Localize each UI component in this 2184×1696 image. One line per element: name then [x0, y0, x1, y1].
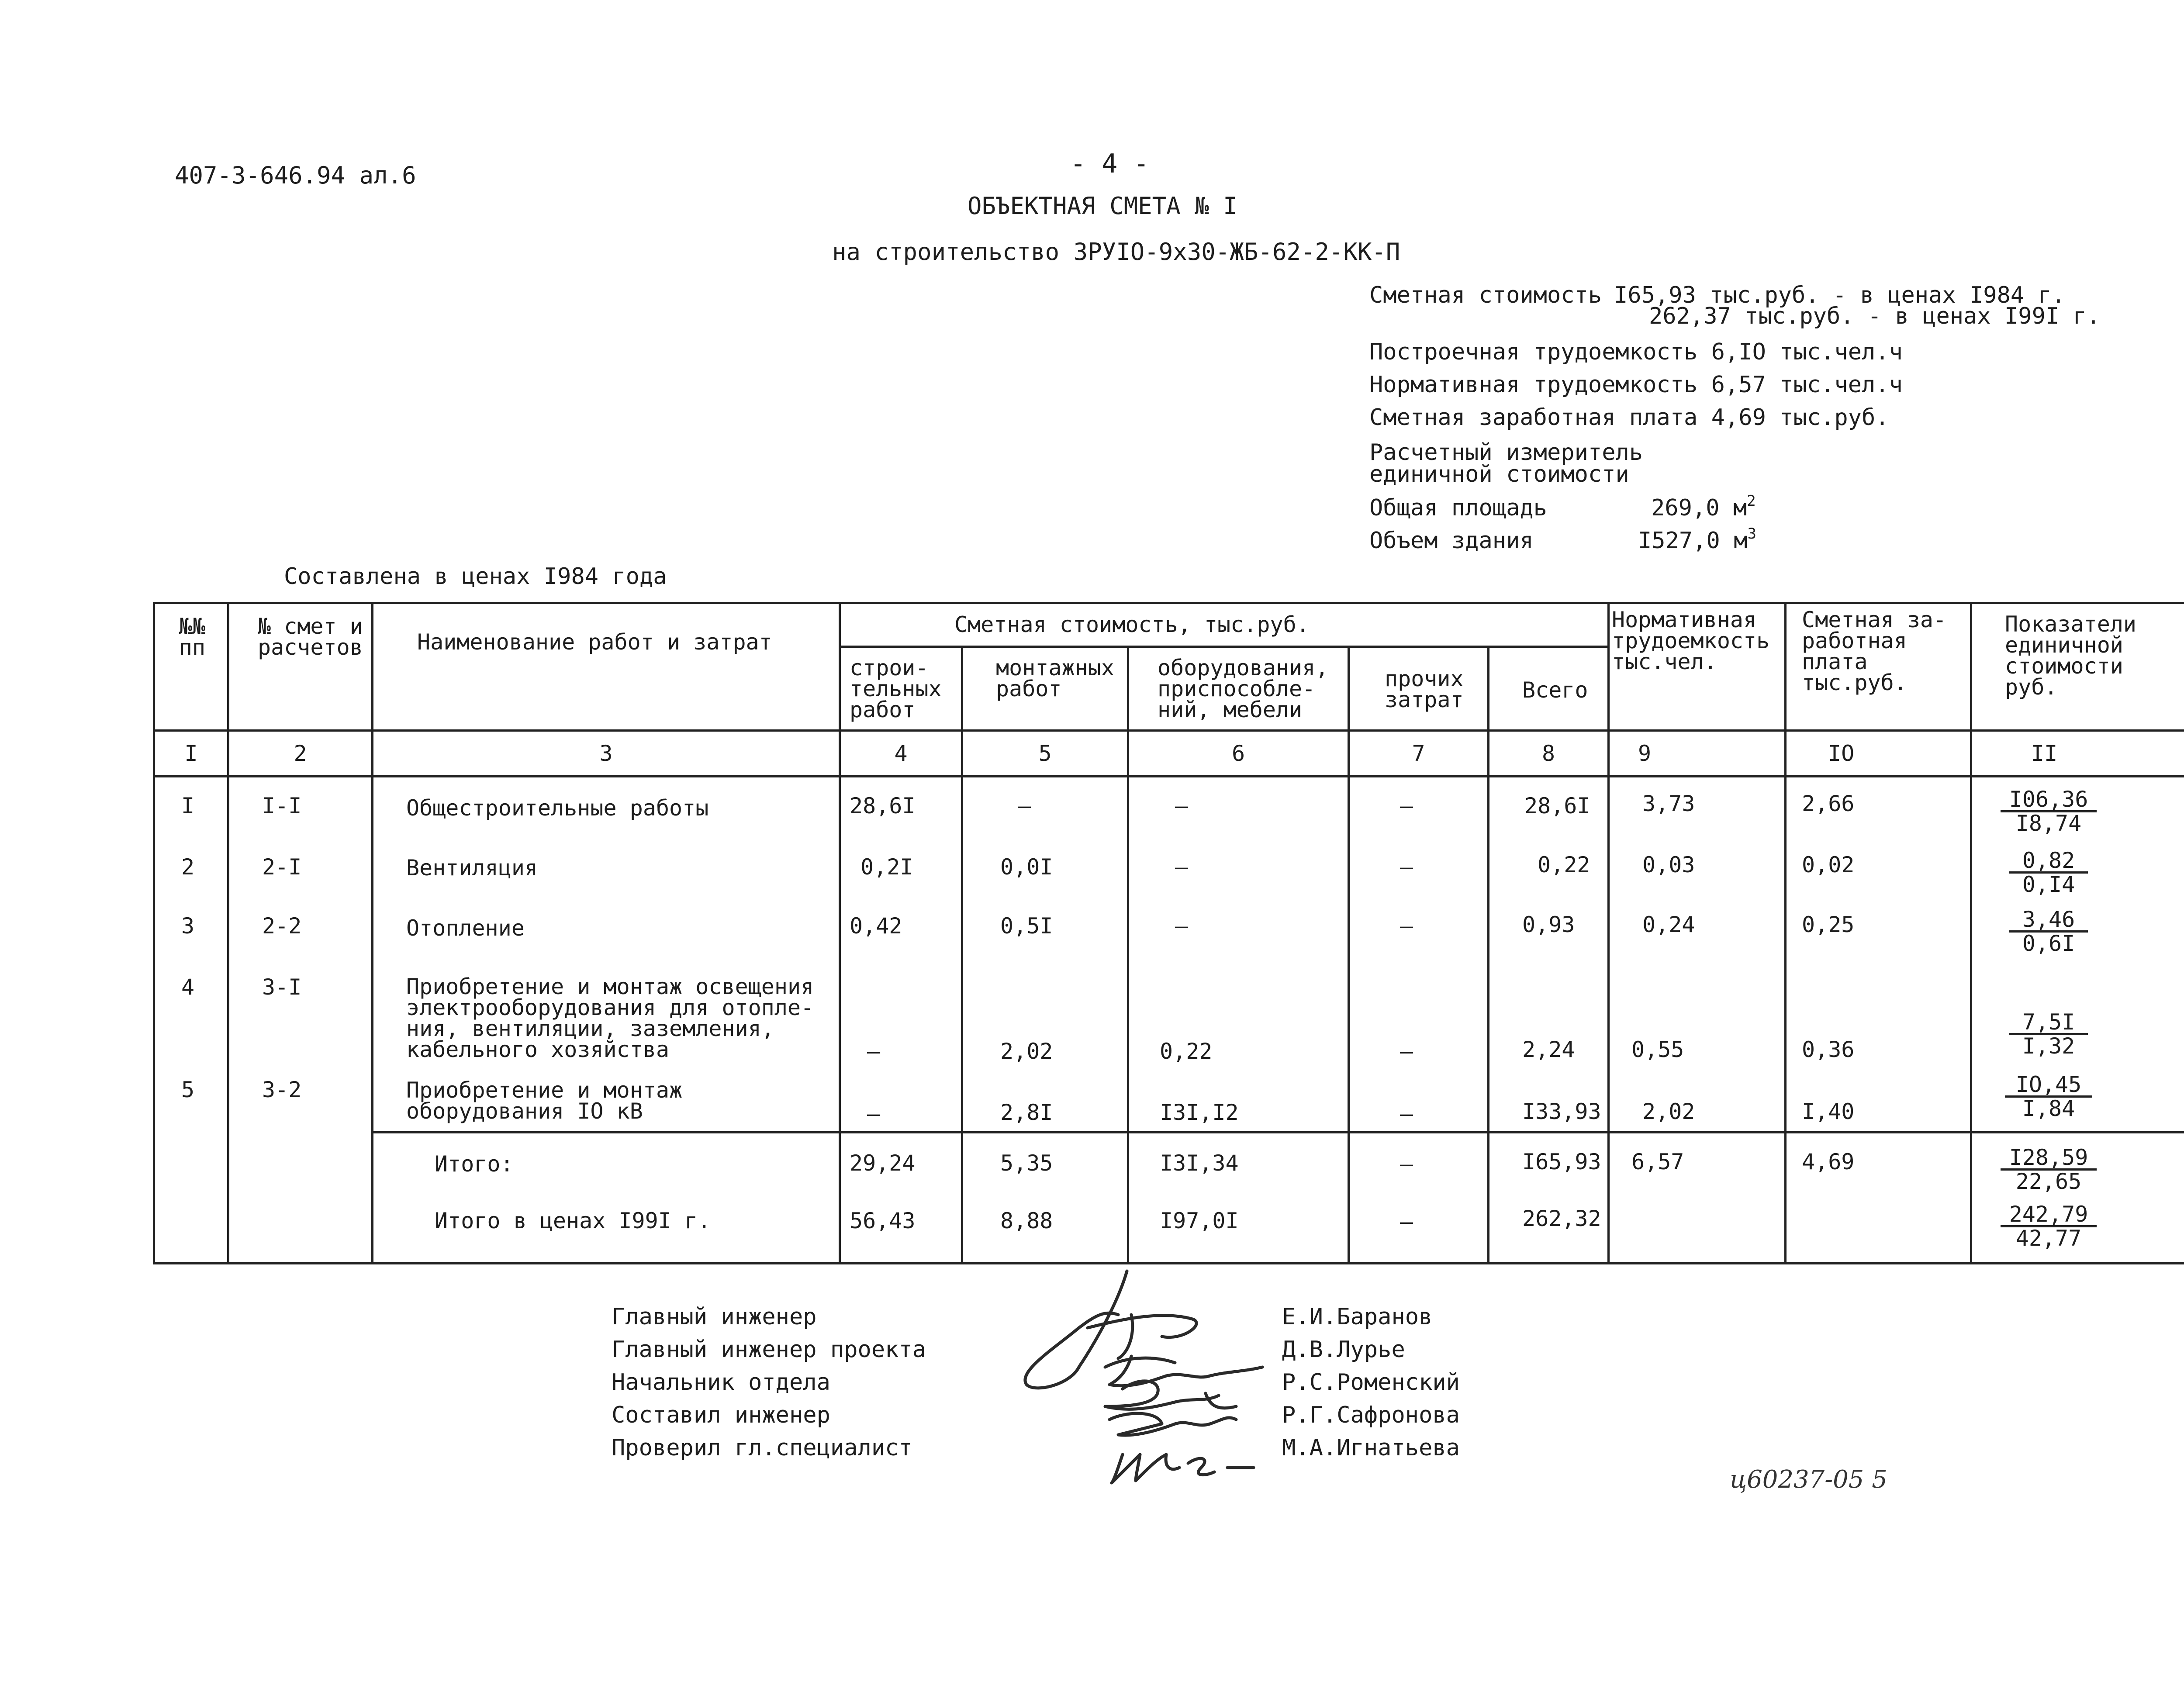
- header-num: №№ пп: [179, 614, 206, 660]
- colnum-7: 7: [1412, 741, 1425, 766]
- row5-estimate: 3-2: [262, 1077, 302, 1102]
- row2-wage: 0,02: [1802, 852, 1855, 877]
- header-total: Всего: [1522, 677, 1588, 703]
- header-equipment: оборудования, приспособле- ний, мебели: [1158, 655, 1329, 722]
- colnum-11: II: [2031, 741, 2058, 766]
- header-installation: монтажных работ: [996, 655, 1114, 701]
- summary-volume-value: I527,0 $м^3$: [1638, 525, 1756, 554]
- row1-total: 28,6I: [1524, 793, 1590, 819]
- row1-wage: 2,66: [1802, 791, 1855, 816]
- total-construction: 29,24: [850, 1150, 916, 1176]
- archive-mark: ц60237-05 5: [1730, 1465, 1887, 1494]
- row2-equipment: –: [1175, 854, 1189, 880]
- col-line-10: [1970, 602, 1972, 1264]
- total-other: –: [1400, 1151, 1413, 1177]
- row1-num: I: [181, 793, 195, 819]
- row4-num: 4: [181, 974, 195, 1000]
- document-subtitle: на строительство ЗРУIО-9х30-ЖБ-62-2-КК-П: [832, 238, 1400, 266]
- total-1991-label: Итого в ценах I99I г.: [435, 1208, 711, 1233]
- group-header-divider: [839, 646, 1607, 648]
- items-bottom-divider: [371, 1131, 2184, 1133]
- row1-equipment: –: [1175, 793, 1189, 819]
- column-numbers-divider: [153, 775, 2184, 777]
- header-group-cost: Сметная стоимость, тыс.руб.: [954, 612, 1310, 637]
- row1-labor: 3,73: [1642, 791, 1695, 816]
- header-name: Наименование работ и затрат: [417, 629, 772, 655]
- signatory-title-5: Проверил гл.специалист: [612, 1435, 912, 1461]
- colnum-5: 5: [1038, 741, 1052, 766]
- col-line-left: [153, 602, 155, 1264]
- row1-other: –: [1400, 793, 1413, 819]
- total-label: Итого:: [435, 1151, 514, 1177]
- row4-estimate: 3-I: [262, 974, 302, 1000]
- total-labor: 6,57: [1631, 1149, 1684, 1174]
- col-line-4: [961, 646, 963, 1264]
- row2-unit-cost: $\frac{0,82}{0,I4}$: [2009, 850, 2088, 895]
- row1-construction: 28,6I: [850, 793, 916, 819]
- signatory-title-1: Главный инженер: [612, 1304, 817, 1330]
- summary-cost-1991: 262,37 тыс.руб. - в ценах I99I г.: [1649, 303, 2101, 329]
- row5-total: I33,93: [1522, 1099, 1601, 1124]
- row3-other: –: [1400, 913, 1413, 939]
- total-1991-installation: 8,88: [1000, 1208, 1053, 1233]
- signatory-name-2: Д.В.Лурье: [1282, 1337, 1405, 1363]
- signatory-title-4: Составил инженер: [612, 1402, 830, 1428]
- row2-labor: 0,03: [1642, 852, 1695, 877]
- header-labor: Нормативная трудоемкость тыс.чел.: [1612, 607, 1770, 674]
- row2-num: 2: [181, 854, 195, 880]
- row2-name: Вентиляция: [406, 855, 538, 881]
- summary-meter-line1: Расчетный измеритель: [1369, 439, 1643, 466]
- row2-installation: 0,0I: [1000, 854, 1053, 880]
- total-1991-unit-cost: $\frac{242,79}{42,77}$: [2001, 1203, 2097, 1249]
- document-code: 407-3-646.94 ал.6: [175, 162, 416, 189]
- col-line-2: [371, 602, 373, 1264]
- row3-num: 3: [181, 913, 195, 939]
- row4-labor: 0,55: [1631, 1037, 1684, 1062]
- summary-cost-label: Сметная стоимость: [1369, 282, 1602, 308]
- row4-total: 2,24: [1522, 1037, 1575, 1062]
- row5-unit-cost: IО,45 I,84: [2005, 1074, 2092, 1119]
- row3-estimate: 2-2: [262, 913, 302, 939]
- row1-unit-cost: $\frac{I06,36}{I8,74}$: [2001, 788, 2097, 834]
- row5-num: 5: [181, 1077, 195, 1102]
- summary-cost-1984: I65,93 тыс.руб. - в ценах I984 г.: [1614, 282, 2066, 308]
- row3-name: Отопление: [406, 915, 525, 941]
- signatory-title-3: Начальник отдела: [612, 1369, 830, 1395]
- summary-labor-norm: Нормативная трудоемкость 6,57 тыс.чел.ч: [1369, 372, 1903, 398]
- col-line-3: [839, 602, 841, 1264]
- row5-construction: –: [867, 1101, 881, 1126]
- summary-wage: Сметная заработная плата 4,69 тыс.руб.: [1369, 404, 1889, 431]
- col-line-1: [227, 602, 229, 1264]
- row4-installation: 2,02: [1000, 1039, 1053, 1064]
- row1-estimate: I-I: [262, 793, 302, 819]
- row1-name: Общестроительные работы: [406, 795, 709, 821]
- col-line-5: [1127, 646, 1129, 1264]
- header-estimate: № смет и расчетов: [258, 614, 363, 660]
- col-line-7: [1487, 646, 1489, 1264]
- document-title: ОБЪЕКТНАЯ СМЕТА № I: [968, 192, 1237, 220]
- summary-meter-line2: единичной стоимости: [1369, 461, 1629, 487]
- summary-volume-label: Объем здания: [1369, 528, 1534, 554]
- colnum-8: 8: [1541, 741, 1555, 766]
- row5-wage: I,40: [1802, 1099, 1855, 1124]
- row4-construction: –: [867, 1039, 881, 1064]
- total-1991-other: –: [1400, 1209, 1413, 1234]
- header-unit: Показатели единичной стоимости руб.: [2005, 611, 2137, 700]
- header-other: прочих затрат: [1385, 666, 1464, 712]
- row3-total: 0,93: [1522, 912, 1575, 937]
- colnum-1: I: [184, 741, 198, 766]
- total-unit-cost: $\frac{I28,59}{22,65}$: [2001, 1147, 2097, 1192]
- summary-area-value: 269,0 $м^2$: [1651, 492, 1756, 521]
- signatory-title-2: Главный инженер проекта: [612, 1337, 926, 1363]
- total-1991-construction: 56,43: [850, 1208, 916, 1233]
- total-1991-total: 262,32: [1522, 1206, 1601, 1231]
- header-bottom-border: [153, 729, 2184, 732]
- row3-wage: 0,25: [1802, 912, 1855, 937]
- col-line-6: [1348, 646, 1350, 1264]
- signatory-name-1: Е.И.Баранов: [1282, 1304, 1433, 1330]
- row5-labor: 2,02: [1642, 1099, 1695, 1124]
- row1-installation: –: [1018, 793, 1031, 819]
- table-top-border: [153, 602, 2184, 604]
- signatory-name-3: Р.С.Роменский: [1282, 1369, 1460, 1395]
- row5-name: Приобретение и монтаж оборудования IО кВ: [406, 1078, 683, 1124]
- summary-area-label: Общая площадь: [1369, 495, 1547, 521]
- header-construction: строи- тельных работ: [850, 655, 942, 722]
- row2-other: –: [1400, 854, 1413, 880]
- total-installation: 5,35: [1000, 1150, 1053, 1176]
- row5-installation: 2,8I: [1000, 1100, 1053, 1125]
- row4-other: –: [1400, 1039, 1413, 1064]
- handwritten-signatures: [1018, 1262, 1289, 1489]
- row2-estimate: 2-I: [262, 854, 302, 880]
- col-line-8: [1607, 602, 1610, 1264]
- total-wage: 4,69: [1802, 1149, 1855, 1174]
- total-1991-equipment: I97,0I: [1160, 1208, 1239, 1233]
- row5-other: –: [1400, 1101, 1413, 1126]
- signatory-name-5: М.А.Игнатьева: [1282, 1435, 1460, 1461]
- signatory-name-4: Р.Г.Сафронова: [1282, 1402, 1460, 1428]
- total-equipment: I3I,34: [1160, 1150, 1239, 1176]
- colnum-6: 6: [1231, 741, 1245, 766]
- row2-total: 0,22: [1538, 852, 1590, 877]
- col-line-9: [1784, 602, 1787, 1264]
- row4-wage: 0,36: [1802, 1037, 1855, 1062]
- colnum-2: 2: [294, 741, 307, 766]
- row5-equipment: I3I,I2: [1160, 1100, 1239, 1125]
- colnum-9: 9: [1638, 741, 1652, 766]
- row3-unit-cost: $\frac{3,46}{0,6I}$: [2009, 908, 2088, 954]
- row4-equipment: 0,22: [1160, 1039, 1213, 1064]
- compiled-note: Составлена в ценах I984 года: [284, 563, 667, 590]
- row3-construction: 0,42: [850, 913, 902, 939]
- row4-name: Приобретение и монтаж освещения электрооборудования для отопле- ния, вентиляции, заземления, кабельного хозяйства: [406, 974, 814, 1062]
- header-wage: Сметная за- работная плата тыс.руб.: [1802, 607, 1947, 695]
- row4-unit-cost: $\frac{7,5I}{I,32}$: [2009, 1011, 2088, 1057]
- colnum-3: 3: [599, 741, 613, 766]
- page-number: - 4 -: [1070, 149, 1149, 179]
- row2-construction: 0,2I: [860, 854, 913, 880]
- row3-labor: 0,24: [1642, 912, 1695, 937]
- colnum-4: 4: [894, 741, 908, 766]
- total-total: I65,93: [1522, 1149, 1601, 1174]
- summary-labor-build: Построечная трудоемкость 6,IО тыс.чел.ч: [1369, 339, 1903, 365]
- row3-equipment: –: [1175, 913, 1189, 939]
- colnum-10: IО: [1828, 741, 1855, 766]
- row3-installation: 0,5I: [1000, 913, 1053, 939]
